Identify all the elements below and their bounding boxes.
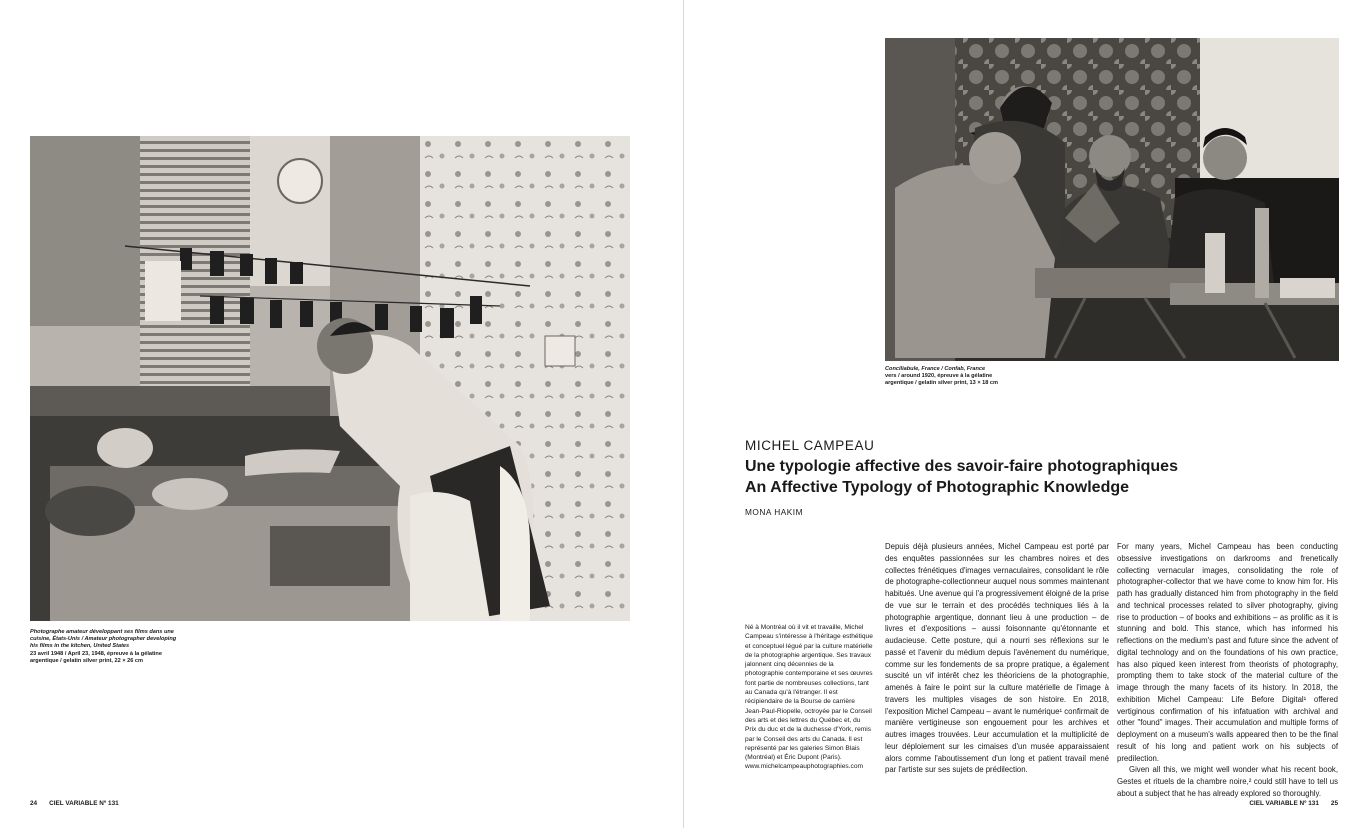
article-title-french: Une typologie affective des savoir-faire photographiques [745,458,1178,475]
right-folio [1249,800,1338,807]
spread-gutter [683,0,684,828]
right-caption-title: Conciliabule, France / Confab, France [885,366,986,372]
kitchen-photograph [30,136,630,621]
left-photo-caption [30,629,178,665]
artist-name: MICHEL CAMPEAU [745,438,875,453]
artist-bio [745,623,873,772]
right-caption-details: vers / around 1920, épreuve à la gélatine argentique / gelatin silver print, 13 × 18 cm [885,373,999,387]
left-page-number: 24 [30,800,38,807]
article-author: MONA HAKIM [745,507,804,517]
right-magazine-name: CIEL VARIABLE Nº 131 [1249,800,1319,807]
english-body-paragraph-1: For many years, Michel Campeau has been conducting obsessive investigations on darkrooms and frenetically collecting vernacular images, consolidating the role of photographer-collector that we have come to know him for. His path has gradually distanced him from photography in the field and technical processes related to silver photography, giving rise to production – of books and exhibitions – as prolific as it is stunning and bold. This stance, which has informed his reflections on the medium's past and future since the advent of digital technology and on the foundations of his own practice, has also piqued keen interest from theorists of photography, prompting them to take stock of the material culture of the image through the many facets of its history. In 2018, the exhibition Michel Campeau: Life Before Digital¹ offered vertiginous confirmation of his infatuation with archival and other "found" images. Their accumulation and multiple forms of deployment on a museum's walls appeared then to be the final result of his long and patient work on his subjects of predilection. [1117,542,1338,763]
french-body-column [885,541,1109,776]
right-photo-caption [885,366,1013,388]
french-body-text: Depuis déjà plusieurs années, Michel Campeau est porté par des enquêtes passionnées sur les chambres noires et des collectes frénétiques d'images vernaculaires, consolidant le rôle de photographe-collectionneur auquel nous sommes maintenant habitués. Une avenue qui l'a progressivement éloigné de la prise de vue sur le terrain et des procédés techniques liés à la photographie argentique, donnant lieu à une production – de livres et d'expositions – aussi foisonnante qu'étonnante et audacieuse. Cette posture, qui a nourri ses réflexions sur le passé et l'avenir du médium depuis l'avènement du numérique, comme sur les fondements de sa propre pratique, a également suscité un vif intérêt chez les théoriciens de la photographie, amenés à faire le point sur la culture matérielle de l'image à travers les multiples visages de son histoire. En 2018, l'exposition Michel Campeau – avant le numérique¹ confirmait de manière vertigineuse son engouement pour les archives et autres images trouvées. Leur accumulation et la multiplicité de leur déploiement sur les cimaises d'un musée apparaissaient alors comme l'aboutissement d'un long et patient travail mené par l'artiste sur ses sujets de prédilection. [885,542,1109,775]
left-folio [30,800,119,807]
article-title-english: An Affective Typology of Photographic Knowledge [745,479,1130,496]
english-body-paragraph-2: Given all this, we might well wonder what his recent book, Gestes et rituels de la chambre noire,² could still have to tell us about a subject that he has already explored so thoroughly. [1117,765,1338,798]
left-magazine-name: CIEL VARIABLE Nº 131 [49,800,119,807]
left-caption-title: Photographe amateur développant ses films dans une cuisine, États-Unis / Amateur photographer developing his films in the kitchen, United States [30,629,177,650]
artist-bio-text: Né à Montréal où il vit et travaille, Michel Campeau s'intéresse à l'héritage esthétique et conceptuel légué par la culture matérielle de la photographie argentique. Ses travaux jalonnent cinq décennies de la photographie contemporaine et ses œuvres font partie de nombreuses collections, tant au Canada qu'à l'étranger. Il est récipiendaire de la Bourse de carrière Jean-Paul-Riopelle, octroyée par le Conseil des arts et des lettres du Québec et, du Prix du duc et de la duchesse d'York, remis par le Conseil des arts du Canada. Il est représenté par les galeries Simon Blais (Montréal) et Éric Dupont (Paris). www.michelcampeauphotographies.com [745,624,873,771]
left-caption-details: 23 avril 1948 / April 23, 1948, épreuve à la gélatine argentique / gelatin silver print, 22 × 26 cm [30,650,162,664]
english-body-column [1117,541,1338,800]
confab-photograph [885,38,1339,361]
right-page-number: 25 [1330,800,1338,807]
